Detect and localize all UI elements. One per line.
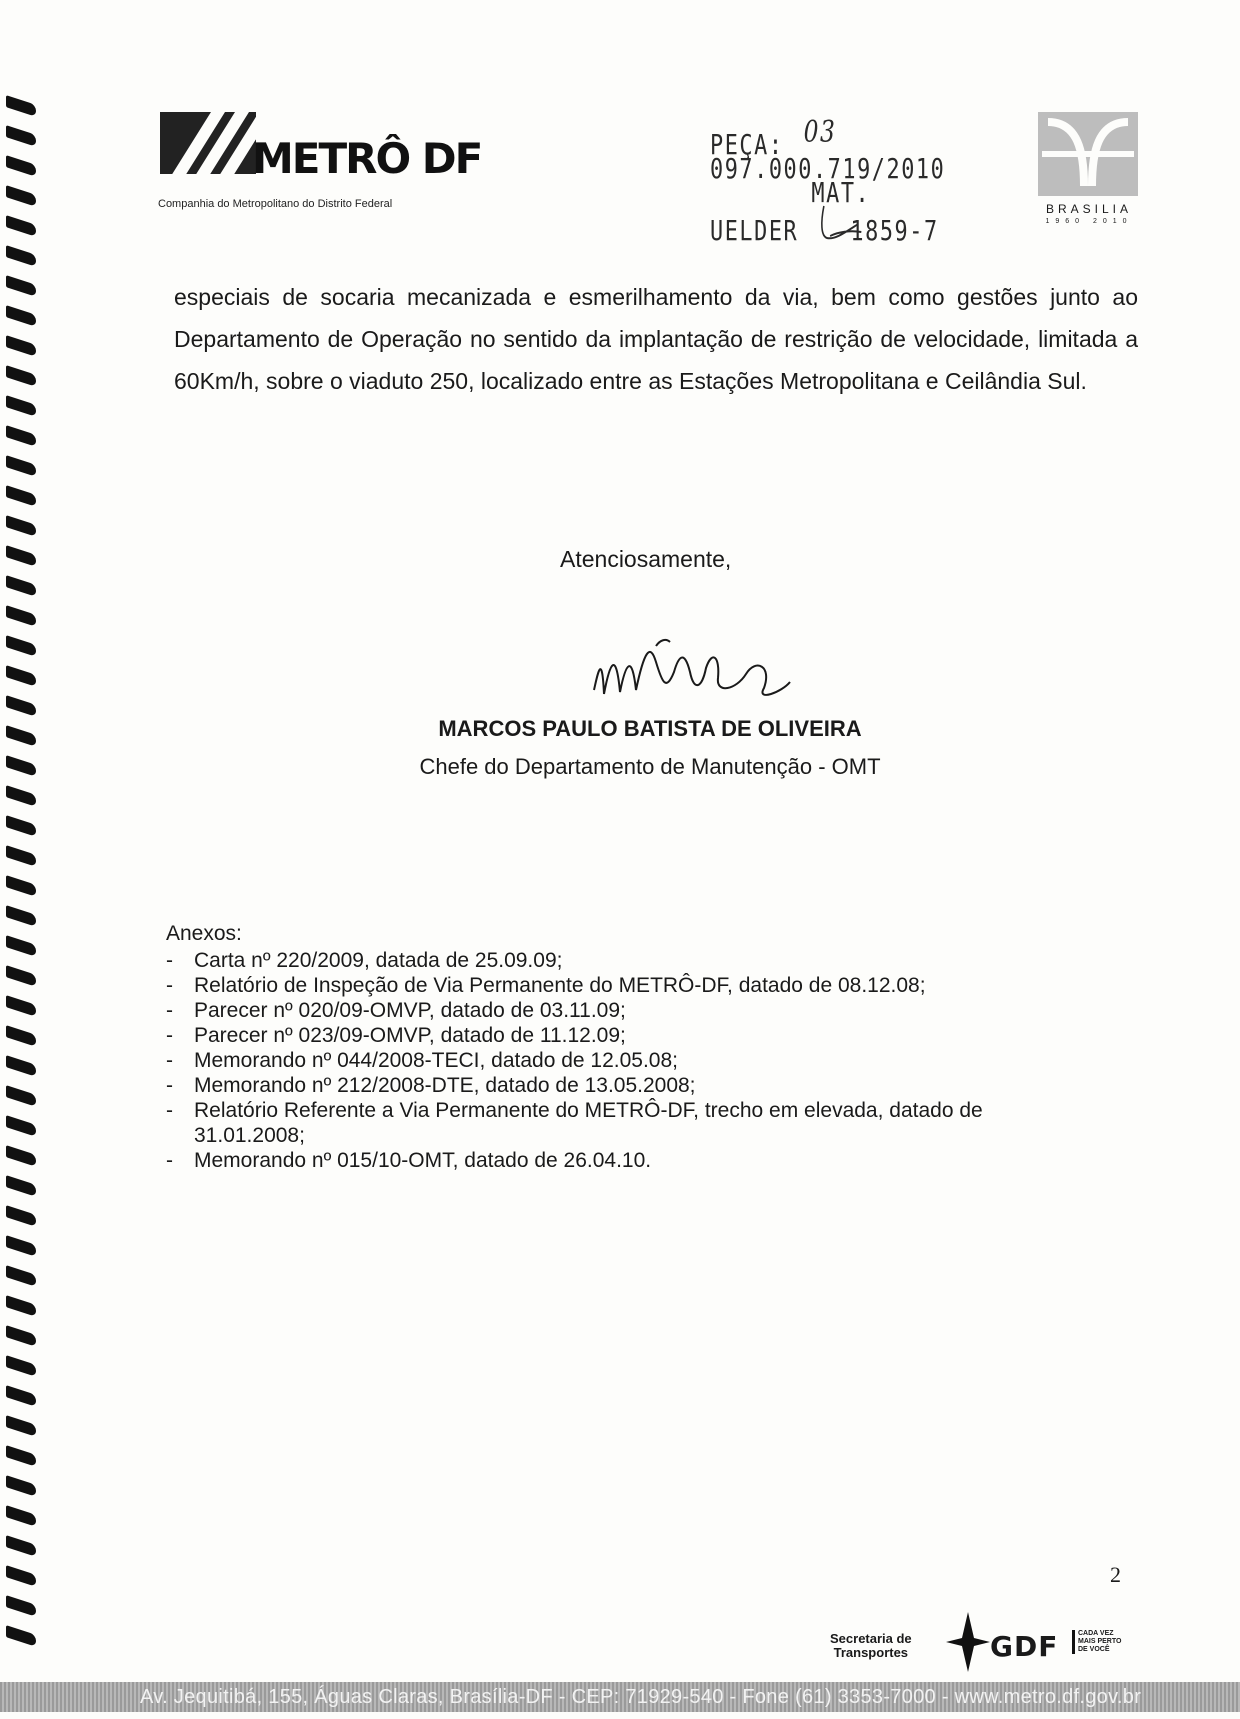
gdf-slogan-line: CADA VEZ [1078,1630,1114,1637]
binding-hole [6,245,36,267]
secretaria-label [830,1632,912,1660]
binding-hole [6,575,36,597]
binding-hole [6,365,36,387]
binding-hole [6,335,36,357]
spiral-binding-holes [6,100,42,1660]
stamp-piece-label: PEÇA: [710,128,784,161]
binding-hole [6,1235,36,1257]
secretaria-line-2: Transportes [833,1645,909,1660]
binding-hole [6,815,36,837]
list-item: - Parecer nº 023/09-OMVP, datado de 11.12.09; [166,1023,1066,1048]
brasilia-label: BRASILIA [1045,202,1133,216]
binding-hole [6,665,36,687]
binding-hole [6,1025,36,1047]
binding-hole [6,1475,36,1497]
binding-hole [6,305,36,327]
list-item: - Memorando nº 212/2008-DTE, datado de 13.05.2008; [166,1073,1066,1098]
binding-hole [6,395,36,417]
binding-hole [6,95,36,117]
list-item: - Relatório de Inspeção de Via Permanente do METRÔ-DF, datado de 08.12.08; [166,973,1066,998]
binding-hole [6,1145,36,1167]
binding-hole [6,695,36,717]
binding-hole [6,1205,36,1227]
logo-wordmark: METRÔ DF [252,134,482,183]
list-item: - Carta nº 220/2009, datada de 25.09.09; [166,948,1066,973]
binding-hole [6,515,36,537]
binding-hole [6,155,36,177]
binding-hole [6,635,36,657]
gdf-star-icon [946,1612,990,1672]
brasilia-50-emblem [1038,112,1140,225]
binding-hole [6,455,36,477]
binding-hole [6,1445,36,1467]
page-number: 2 [1110,1562,1121,1587]
binding-hole [6,1505,36,1527]
body-paragraph: especiais de socaria mecanizada e esmerilhamento da via, bem como gestões junto ao Departamento de Operação no sentido da implantação de restrição de velocidade, limitada a 60Km/h, sobre o viaduto 250, localizado entre as Estações Metropolitana e Ceilândia Sul. [174,284,1138,394]
annexes-list [166,948,1066,1173]
binding-hole [6,845,36,867]
gdf-slogan [1072,1630,1121,1654]
binding-hole [6,1595,36,1617]
binding-hole [6,785,36,807]
list-item: - Relatório Referente a Via Permanente do METRÔ-DF, trecho em elevada, datado de 31.01.2008; [166,1098,1066,1148]
binding-hole [6,125,36,147]
stamp-piece-number: 03 [803,115,837,150]
binding-hole [6,965,36,987]
binding-hole [6,1355,36,1377]
binding-hole [6,1295,36,1317]
binding-hole [6,1625,36,1647]
list-item: - Parecer nº 020/09-OMVP, datado de 03.11.09; [166,998,1066,1023]
binding-hole [6,185,36,207]
brasilia-years: 1960 2010 [1045,218,1133,225]
binding-hole [6,215,36,237]
binding-hole [6,605,36,627]
stamp-name: UELDER [710,214,799,247]
binding-hole [6,545,36,567]
binding-hole [6,935,36,957]
list-item: - Memorando nº 015/10-OMT, datado de 26.04.10. [166,1148,1066,1173]
binding-hole [6,485,36,507]
binding-hole [6,1265,36,1287]
binding-hole [6,1055,36,1077]
gdf-logo: GDF [990,1630,1059,1663]
binding-hole [6,425,36,447]
stamp-process-number: 097.000.719/2010 [710,152,946,185]
binding-hole [6,1565,36,1587]
binding-hole [6,1115,36,1137]
binding-hole [6,1085,36,1107]
binding-hole [6,1385,36,1407]
binding-hole [6,275,36,297]
secretaria-line-1: Secretaria de [830,1631,912,1646]
binding-hole [6,905,36,927]
binding-hole [6,1535,36,1557]
gdf-slogan-line: DE VOCÊ [1078,1646,1110,1653]
binding-hole [6,1415,36,1437]
company-name: Companhia do Metropolitano do Distrito Federal [158,198,393,210]
annexes-heading: Anexos: [166,922,242,945]
signer-name: MARCOS PAULO BATISTA DE OLIVEIRA [438,716,862,741]
footer-address: Av. Jequitibá, 155, Águas Claras, Brasília-DF - CEP: 71929-540 - Fone (61) 3353-7000 - www.metro.df.gov.br [140,1686,1142,1708]
gdf-slogan-line: MAIS PERTO [1078,1638,1122,1645]
salutation: Atenciosamente, [560,546,732,572]
signer-title: Chefe do Departamento de Manutenção - OMT [419,754,881,779]
binding-hole [6,875,36,897]
binding-hole [6,1175,36,1197]
metro-logo-mark [160,112,256,174]
stamp-mat-number: 1859-7 [850,214,939,247]
stamp-mat-label: MAT. [811,176,871,209]
brasilia-emblem-icon [1038,112,1138,196]
list-item: - Memorando nº 044/2008-TECI, datado de 12.05.08; [166,1048,1066,1073]
binding-hole [6,995,36,1017]
binding-hole [6,1325,36,1347]
